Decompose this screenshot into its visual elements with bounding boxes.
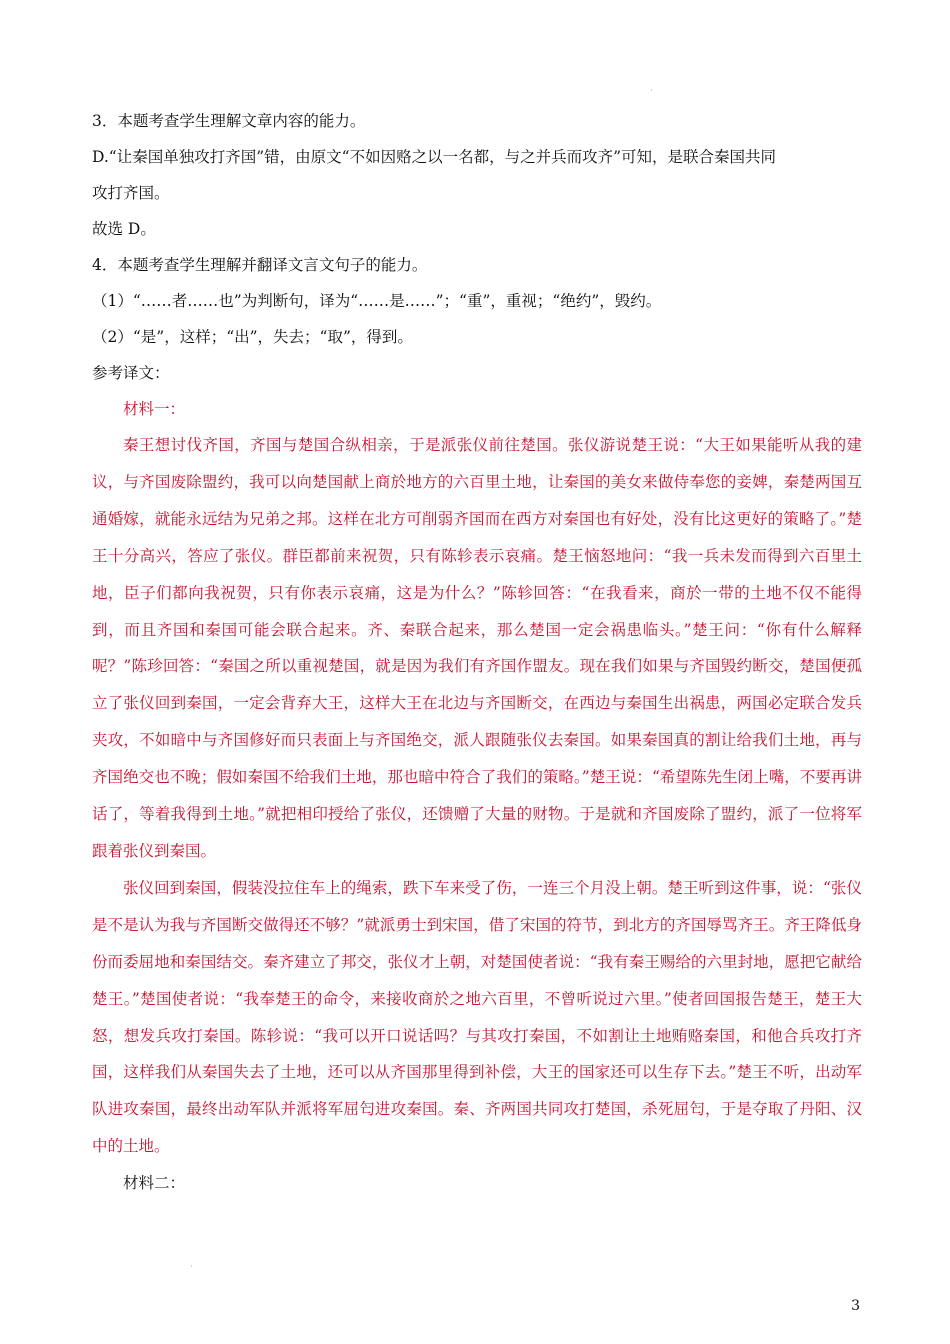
q4-item1: （1）“……者……也”为判断句，译为“……是……”；“重”，重视；“绝约”，毁约。 <box>92 292 662 310</box>
q4-heading: 4．本题考查学生理解并翻译文言文句子的能力。 <box>92 256 428 274</box>
scan-dot: · <box>650 86 653 95</box>
material1-paragraph1: 秦王想讨伐齐国，齐国与楚国合纵相亲，于是派张仪前往楚国。张仪游说楚王说：“大王如果能听从我的建议，与齐国废除盟约，我可以向楚国献上商於地方的六百里土地，让秦国的美女来做侍奉您的妾婢，秦楚两国互通婚嫁，就能永远结为兄弟之邦。这样在北方可削弱齐国而在西方对秦国也有好处，没有比这更好的策略了。”楚王十分高兴，答应了张仪。群臣都前来祝贺，只有陈轸表示哀痛。楚王恼怒地问：“我一兵未发而得到六百里土地，臣子们都向我祝贺，只有你表示哀痛，这是为什么？”陈轸回答：“在我看来，商於一带的土地不仅不能得到，而且齐国和秦国可能会联合起来。齐、秦联合起来，那么楚国一定会祸患临头。”楚王问：“你有什么解释呢？”陈珍回答：“秦国之所以重视楚国，就是因为我们有齐国作盟友。现在我们如果与齐国毁约断交，楚国便孤立了张仪回到秦国，一定会背弃大王，这样大王在北边与齐国断交，在西边与秦国生出祸患，两国必定联合发兵夹攻，不如暗中与齐国修好而只表面上与齐国绝交，派人跟随张仪去秦国。如果秦国真的割让给我们土地，再与齐国绝交也不晚；假如秦国不给我们土地，那也暗中符合了我们的策略。”楚王说：“希望陈先生闭上嘴，不要再讲话了，等着我得到土地。”就把相印授给了张仪，还馈赠了大量的财物。于是就和齐国废除了盟约，派了一位将军跟着张仪到秦国。 <box>92 436 862 860</box>
material1-paragraph2: 张仪回到秦国，假装没拉住车上的绳索，跌下车来受了伤，一连三个月没上朝。楚王听到这件事，说：“张仪是不是认为我与齐国断交做得还不够？”就派勇士到宋国，借了宋国的符节，到北方的齐国辱骂齐王。齐王降低身份而委屈地和秦国结交。秦齐建立了邦交，张仪才上朝，对楚国使者说：“我有秦王赐给的六里封地，愿把它献给楚王。”楚国使者说：“我奉楚王的命令，来接收商於之地六百里，不曾听说过六里。”使者回国报告楚王，楚王大怒，想发兵攻打秦国。陈轸说：“我可以开口说话吗？与其攻打秦国，不如割让土地贿赂秦国，和他合兵攻打齐国，这样我们从秦国失去了土地，还可以从齐国那里得到补偿，大王的国家还可以生存下去。”楚王不听，出动军队进攻秦国，最终出动军队并派将军屈匄进攻秦国。秦、齐两国共同攻打楚国，杀死屈匄，于是夺取了丹阳、汉中的土地。 <box>92 878 862 1156</box>
q4-item2: （2）“是”，这样；“出”，失去；“取”，得到。 <box>92 328 413 346</box>
translation-text <box>92 391 862 1165</box>
scan-dot: · <box>190 1262 193 1271</box>
q3-answer: 故选 D。 <box>92 220 156 238</box>
q3-explanation-line1: D.“让秦国单独攻打齐国”错，由原文“不如因赂之以一名都，与之并兵而攻齐”可知，是联合秦国共同 <box>92 148 777 166</box>
document-body <box>92 103 862 1201</box>
translation-label: 参考译文： <box>92 364 170 382</box>
material1-label: 材料一： <box>123 400 186 418</box>
material2-label: 材料二： <box>123 1174 186 1193</box>
q3-heading: 3．本题考查学生理解文章内容的能力。 <box>92 112 366 130</box>
page-number: 3 <box>851 1298 860 1314</box>
q3-explanation-line2: 攻打齐国。 <box>92 184 170 202</box>
